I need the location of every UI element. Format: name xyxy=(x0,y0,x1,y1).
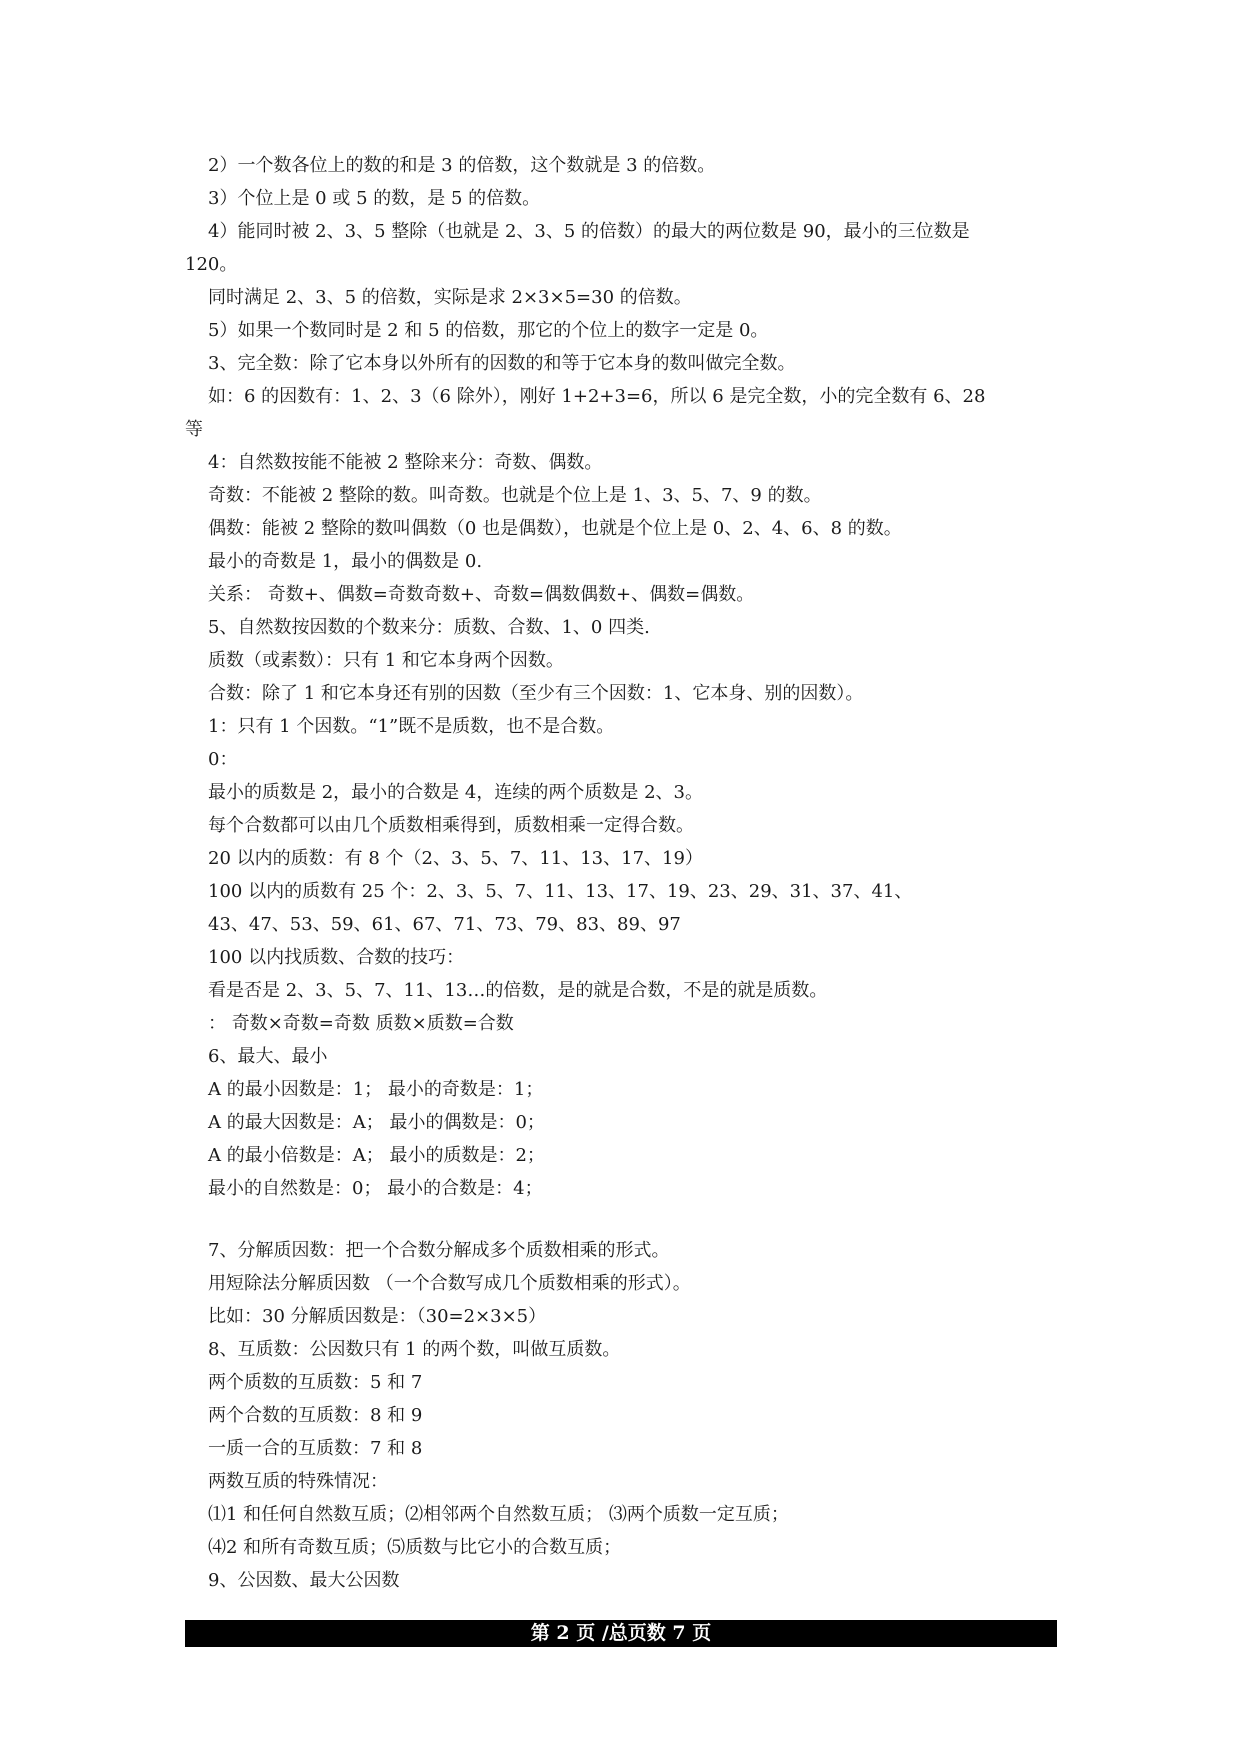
text-line: 9、公因数、最大公因数 xyxy=(208,1570,400,1591)
text-line: A 的最小因数是：1； 最小的奇数是：1； xyxy=(208,1079,544,1100)
text-line: 120。 xyxy=(185,254,238,275)
text-line: 一质一合的互质数：7 和 8 xyxy=(208,1438,423,1459)
text-line: 奇数：不能被 2 整除的数。叫奇数。也就是个位上是 1、3、5、7、9 的数。 xyxy=(208,485,822,506)
text-line: 100 以内的质数有 25 个：2、3、5、7、11、13、17、19、23、29、31、37、41、 xyxy=(208,881,913,902)
page-footer: 第 2 页 /总页数 7 页 xyxy=(185,1620,1057,1647)
text-line: 4）能同时被 2、3、5 整除（也就是 2、3、5 的倍数）的最大的两位数是 90，最小的三位数是 xyxy=(208,221,970,242)
text-line: 5、自然数按因数的个数来分：质数、合数、1、0 四类. xyxy=(208,617,650,638)
text-line: 偶数：能被 2 整除的数叫偶数（0 也是偶数），也就是个位上是 0、2、4、6、8 的数。 xyxy=(208,518,902,539)
text-line: 0： xyxy=(208,749,238,770)
text-line: 等 xyxy=(185,419,203,440)
text-line: 最小的质数是 2，最小的合数是 4，连续的两个质数是 2、3。 xyxy=(208,782,703,803)
text-line: 两个合数的互质数：8 和 9 xyxy=(208,1405,423,1426)
text-line: 5）如果一个数同时是 2 和 5 的倍数，那它的个位上的数字一定是 0。 xyxy=(208,320,769,341)
text-line: A 的最小倍数是：A； 最小的质数是：2； xyxy=(208,1145,545,1166)
text-line: 用短除法分解质因数 （一个合数写成几个质数相乘的形式）。 xyxy=(208,1273,691,1294)
text-line: 合数：除了 1 和它本身还有别的因数（至少有三个因数：1、它本身、别的因数）。 xyxy=(208,683,864,704)
text-line: 7、分解质因数：把一个合数分解成多个质数相乘的形式。 xyxy=(208,1240,670,1261)
text-line: 最小的奇数是 1，最小的偶数是 0. xyxy=(208,551,483,572)
text-line: 3）个位上是 0 或 5 的数，是 5 的倍数。 xyxy=(208,188,541,209)
text-line: 3、完全数：除了它本身以外所有的因数的和等于它本身的数叫做完全数。 xyxy=(208,353,796,374)
text-line: 4：自然数按能不能被 2 整除来分：奇数、偶数。 xyxy=(208,452,603,473)
text-line: 6、最大、最小 xyxy=(208,1046,328,1067)
text-line: 每个合数都可以由几个质数相乘得到，质数相乘一定得合数。 xyxy=(208,815,694,836)
text-line: 20 以内的质数：有 8 个（2、3、5、7、11、13、17、19） xyxy=(208,848,703,869)
text-line: 最小的自然数是：0； 最小的合数是：4； xyxy=(208,1178,543,1199)
text-line: A 的最大因数是：A； 最小的偶数是：0； xyxy=(208,1112,545,1133)
text-line: 如：6 的因数有：1、2、3（6 除外），刚好 1+2+3=6，所以 6 是完全数，小的完全数有 6、28 xyxy=(208,386,986,407)
text-line: 关系： 奇数+、偶数=奇数奇数+、奇数=偶数偶数+、偶数=偶数。 xyxy=(208,584,755,605)
text-line: 100 以内找质数、合数的技巧： xyxy=(208,947,465,968)
text-line: 两个质数的互质数：5 和 7 xyxy=(208,1372,423,1393)
text-line: 两数互质的特殊情况： xyxy=(208,1471,388,1492)
text-line: 比如：30 分解质因数是：（30=2×3×5） xyxy=(208,1306,547,1327)
text-line: 2）一个数各位上的数的和是 3 的倍数，这个数就是 3 的倍数。 xyxy=(208,155,716,176)
text-line: 同时满足 2、3、5 的倍数，实际是求 2×3×5=30 的倍数。 xyxy=(208,287,692,308)
text-line: 质数（或素数）：只有 1 和它本身两个因数。 xyxy=(208,650,564,671)
text-line: 43、47、53、59、61、67、71、73、79、83、89、97 xyxy=(208,914,681,935)
text-line: 1：只有 1 个因数。“1”既不是质数，也不是合数。 xyxy=(208,716,615,737)
text-line: ⑷2 和所有奇数互质；⑸质数与比它小的合数互质； xyxy=(208,1537,622,1558)
text-line: ⑴1 和任何自然数互质；⑵相邻两个自然数互质； ⑶两个质数一定互质； xyxy=(208,1504,789,1525)
text-line: 看是否是 2、3、5、7、11、13…的倍数，是的就是合数，不是的就是质数。 xyxy=(208,980,828,1001)
text-line: ： 奇数×奇数=奇数 质数×质数=合数 xyxy=(208,1013,514,1034)
text-line: 8、互质数：公因数只有 1 的两个数，叫做互质数。 xyxy=(208,1339,621,1360)
